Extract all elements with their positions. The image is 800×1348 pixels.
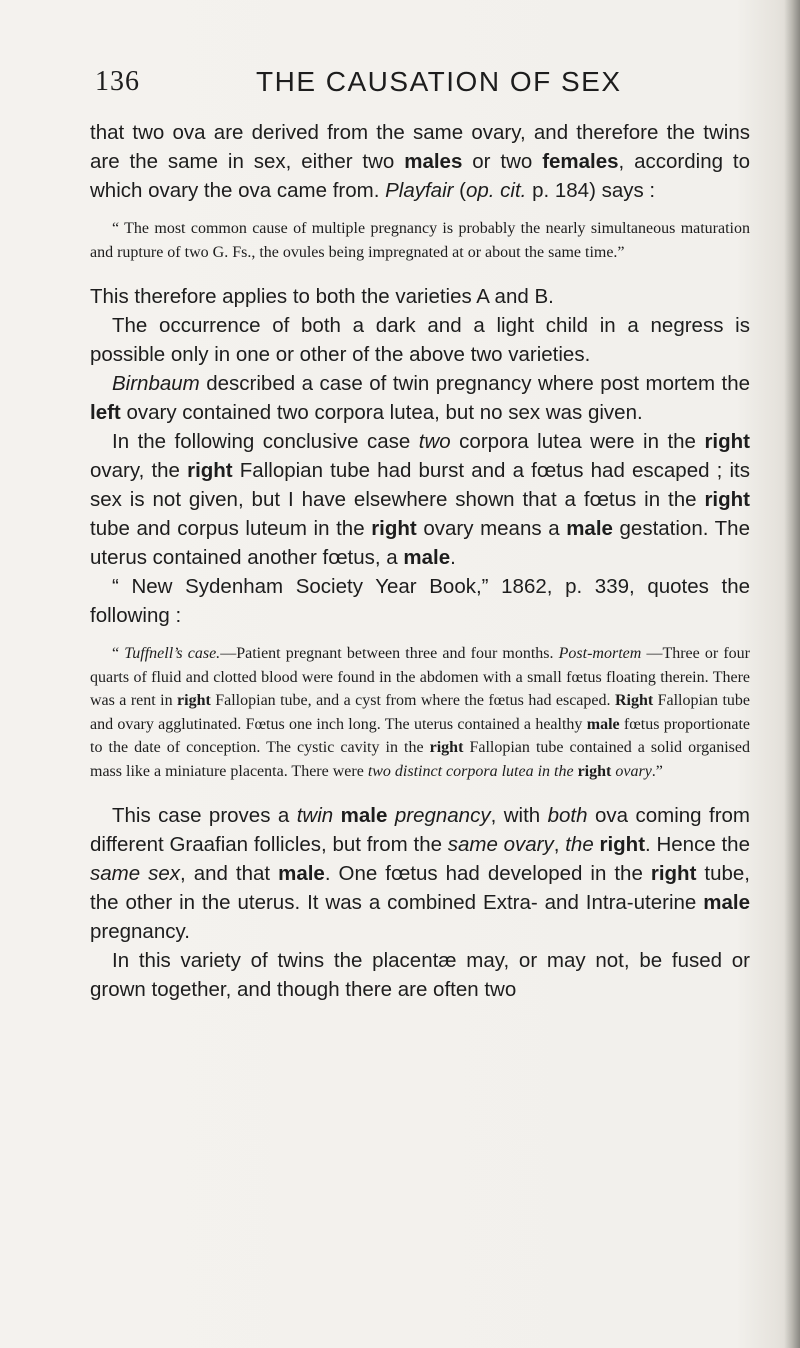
paragraph-8: In this variety of twins the placentæ may, or may not, be fused or grown together, and though there are often two [90,949,750,1001]
running-title: THE CAUSATION OF SEX [256,66,622,97]
page-body [90,118,750,1004]
quotation-tuffnell: “ Tuffnell’s case.—Patient pregnant between three and four months. Post-mortem —Three or four quarts of fluid and clotted blood were found in the abdomen with a small fœtus floating therein. There was a rent in right Fallopian tube, and a cyst from where the fœtus had escaped. Right Fallopian tube and ovary agglutinated. Fœtus one inch long. The uterus contained a healthy male fœtus proportionate to the date of conception. The cystic cavity in the right Fallopian tube contained a solid organised mass like a miniature placenta. There were two distinct corpora lutea in the right ovary.” [90,645,751,780]
paragraph-7: This case proves a twin male pregnancy, with both ova coming from different Graafian follicles, but from the same ovary, the right. Hence the same sex, and that male. One fœtus had developed in the right tube, the other in the uterus. It was a combined Extra- and Intra-uterine male pregnancy. [90,804,750,943]
paragraph-2: This therefore applies to both the varieties A and B. [90,285,554,308]
page-header [90,66,740,106]
page-edge-shadow [784,0,800,1348]
paragraph-5: In the following conclusive case two corpora lutea were in the right ovary, the right Fallopian tube had burst and a fœtus had escaped ; its sex is not given, but I have elsewhere shown that a fœtus in the right tube and corpus luteum in the right ovary means a male gestation. The uterus contained another fœtus, a male. [90,430,750,569]
quotation-playfair: “ The most common cause of multiple pregnancy is probably the nearly simultaneous maturation and rupture of two G. Fs., the ovules being impregnated at or about the same time.” [90,220,750,261]
paragraph-3: The occurrence of both a dark and a light child in a negress is possible only in one or other of the above two varieties. [90,314,750,366]
paragraph-4: Birnbaum described a case of twin pregnancy where post mortem the left ovary contained two corpora lutea, but no sex was given. [90,372,750,424]
paragraph-6: “ New Sydenham Society Year Book,” 1862, p. 339, quotes the following : [90,575,750,627]
paragraph-1: that two ova are derived from the same ovary, and therefore the twins are the same in sex, either two males or two females, according to which ovary the ova came from. Playfair (op. cit. p. 184) says : [90,121,751,202]
page-number: 136 [95,66,140,97]
